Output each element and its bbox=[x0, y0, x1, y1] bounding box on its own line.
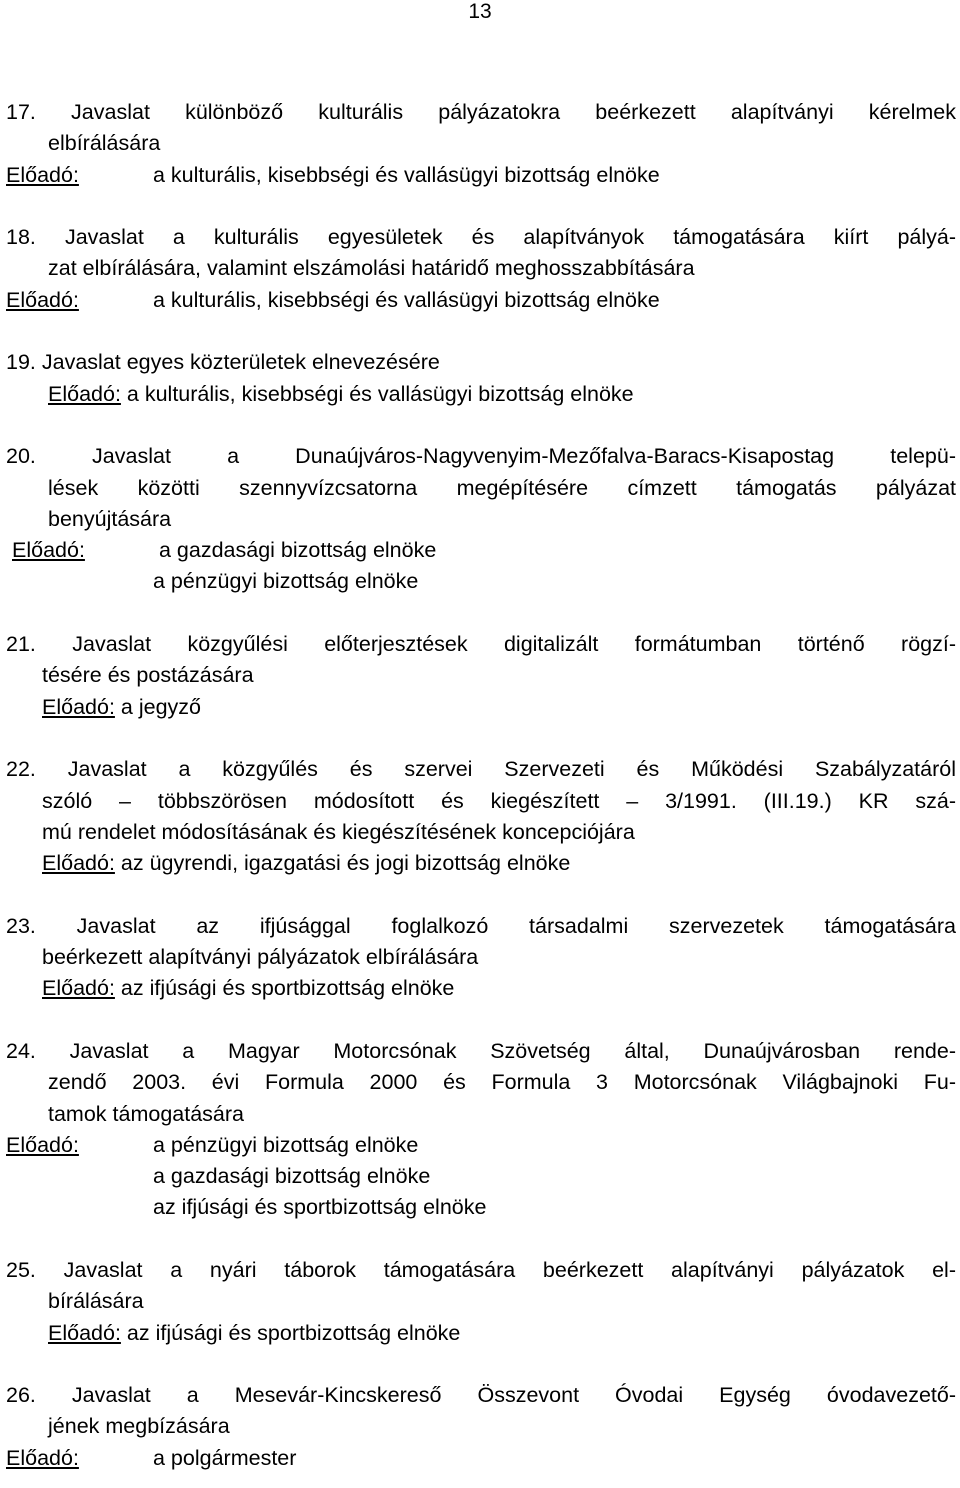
presenter-name: az ifjúsági és sportbizottság elnöke bbox=[153, 1195, 487, 1220]
item-title-line: 22. Javaslat a közgyűlés és szervei Szervezeti és Működési Szabályzatáról bbox=[6, 757, 956, 782]
agenda-item-25 bbox=[6, 1255, 956, 1349]
item-title-line: 18. Javaslat a kulturális egyesületek és alapítványok támogatására kiírt pályá- bbox=[6, 225, 956, 250]
presenter-name: az ifjúsági és sportbizottság elnöke bbox=[126, 1320, 461, 1345]
item-title-line: 20. Javaslat a Dunaújváros-Nagyvenyim-Mezőfalva-Baracs-Kisapostag telepü- bbox=[6, 444, 956, 469]
presenter-name: a kulturális, kisebbségi és vallásügyi bizottság elnöke bbox=[153, 287, 660, 312]
presenter-name: a gazdasági bizottság elnöke bbox=[159, 538, 437, 563]
item-title-line: beérkezett alapítványi pályázatok elbírálására bbox=[42, 945, 479, 970]
presenter-name: a gazdasági bizottság elnöke bbox=[153, 1164, 431, 1189]
item-title-line: 24. Javaslat a Magyar Motorcsónak Szövetség által, Dunaújvárosban rende- bbox=[6, 1038, 956, 1063]
item-title-line: szóló – többszörösen módosított és kiegészített – 3/1991. (III.19.) KR szá- bbox=[42, 788, 956, 813]
item-title-line: 23. Javaslat az ifjúsággal foglalkozó társadalmi szervezetek támogatására bbox=[6, 913, 956, 938]
item-title-line: 26. Javaslat a Mesevár-Kincskereső Összevont Óvodai Egység óvodavezető- bbox=[6, 1383, 956, 1408]
presenter-row bbox=[6, 285, 956, 316]
presenter-row bbox=[6, 692, 956, 723]
presenter-name: a pénzügyi bizottság elnöke bbox=[153, 569, 419, 594]
agenda-item-18 bbox=[6, 222, 956, 316]
presenter-name: az ifjúsági és sportbizottság elnöke bbox=[120, 976, 455, 1001]
presenter-label: Előadó: bbox=[42, 851, 115, 876]
item-title-line: mú rendelet módosításának és kiegészítésének koncepciójára bbox=[42, 819, 635, 844]
presenter-label: Előadó: bbox=[48, 1320, 121, 1345]
agenda-item-26 bbox=[6, 1380, 956, 1474]
item-title-line: lések közötti szennyvízcsatorna megépítésére címzett támogatás pályázat bbox=[48, 475, 956, 500]
agenda-item-19 bbox=[6, 347, 956, 410]
presenter-row bbox=[6, 973, 956, 1004]
presenter-name: a kulturális, kisebbségi és vallásügyi bizottság elnöke bbox=[126, 381, 634, 406]
presenter-label: Előadó: bbox=[6, 1132, 79, 1157]
presenter-row bbox=[6, 1130, 956, 1161]
item-title-line: bírálására bbox=[48, 1289, 144, 1314]
item-title-line: zat elbírálására, valamint elszámolási határidő meghosszabbítására bbox=[48, 256, 695, 281]
item-title-line: 17. Javaslat különböző kulturális pályázatokra beérkezett alapítványi kérelmek bbox=[6, 100, 956, 124]
agenda-item-17 bbox=[6, 97, 956, 191]
presenter-row bbox=[6, 535, 956, 566]
agenda-item-23 bbox=[6, 911, 956, 1005]
presenter-row bbox=[6, 848, 956, 879]
item-title-line: benyújtására bbox=[48, 506, 172, 531]
item-title-line: 21. Javaslat közgyűlési előterjesztések digitalizált formátumban történő rögzí- bbox=[6, 632, 956, 657]
presenter-label: Előadó: bbox=[42, 976, 115, 1001]
item-title-line: elbírálására bbox=[48, 131, 161, 156]
presenter-label: Előadó: bbox=[6, 287, 79, 312]
agenda-item-22 bbox=[6, 754, 956, 879]
item-title-line: 19. Javaslat egyes közterületek elnevezésére bbox=[6, 350, 440, 375]
agenda-item-21 bbox=[6, 629, 956, 723]
presenter-label: Előadó: bbox=[48, 381, 121, 406]
presenter-label: Előadó: bbox=[42, 694, 115, 719]
agenda-list bbox=[6, 97, 956, 1474]
presenter-label: Előadó: bbox=[6, 1445, 79, 1470]
presenter-label: Előadó: bbox=[6, 162, 79, 187]
presenter-label: Előadó: bbox=[12, 538, 85, 563]
item-title-line: 25. Javaslat a nyári táborok támogatására beérkezett alapítványi pályázatok el- bbox=[6, 1257, 956, 1282]
page-number: 13 bbox=[468, 0, 492, 23]
presenter-row bbox=[6, 1443, 956, 1474]
presenter-row bbox=[6, 1318, 956, 1349]
presenter-name: a polgármester bbox=[153, 1445, 297, 1470]
item-title-line: jének megbízására bbox=[48, 1414, 230, 1439]
presenter-name: az ügyrendi, igazgatási és jogi bizottság elnöke bbox=[120, 851, 571, 876]
presenter-row bbox=[6, 160, 956, 191]
item-title-line: tamok támogatására bbox=[48, 1101, 244, 1126]
agenda-item-24 bbox=[6, 1036, 956, 1224]
presenter-name: a pénzügyi bizottság elnöke bbox=[153, 1132, 419, 1157]
presenter-name: a kulturális, kisebbségi és vallásügyi bizottság elnöke bbox=[153, 162, 660, 187]
presenter-row bbox=[6, 379, 956, 410]
agenda-item-20 bbox=[6, 441, 956, 597]
item-title-line: tésére és postázására bbox=[42, 663, 254, 688]
item-title-line: zendő 2003. évi Formula 2000 és Formula 3 Motorcsónak Világbajnoki Fu- bbox=[48, 1070, 956, 1095]
presenter-name: a jegyző bbox=[120, 694, 202, 719]
